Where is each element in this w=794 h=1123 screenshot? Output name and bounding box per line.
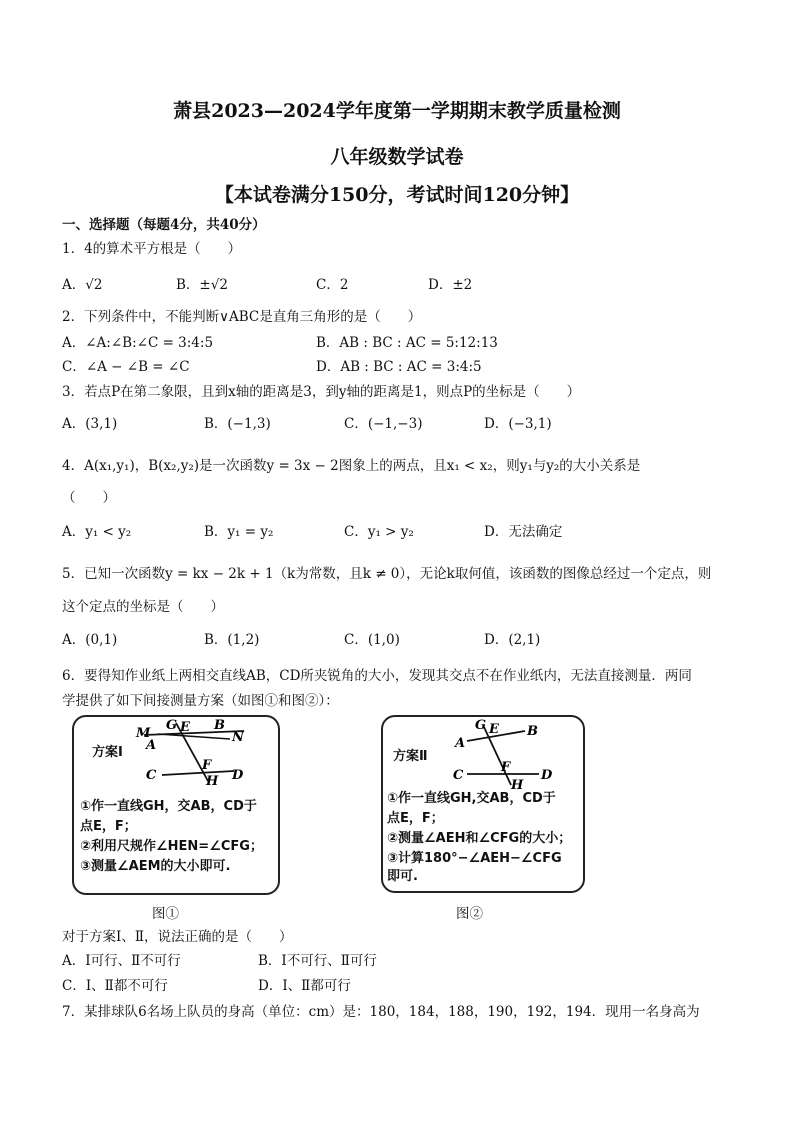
q3-option-c: C．(−1,−3) [344, 416, 423, 432]
q4-option-c: C．y₁ > y₂ [344, 524, 414, 540]
q6-option-d: D．Ⅰ、Ⅱ都可行 [258, 978, 351, 994]
q5-option-d: D．(2,1) [484, 632, 541, 648]
fig2-step-3: ③计算180°−∠AEH−∠CFG [387, 851, 562, 866]
q3-option-d: D．(−3,1) [484, 416, 552, 432]
q6-stem: 6．要得知作业纸上两相交直线AB，CD所夹锐角的大小，发现其交点不在作业纸内，无法直接测量．两同 [62, 668, 692, 684]
q1-option-c: C．2 [316, 277, 349, 293]
fig2-label-g: G [475, 718, 487, 733]
fig2-label-e: E [489, 722, 499, 737]
fig1-label-e: E [180, 720, 190, 735]
fig1-label-h: H [206, 774, 219, 789]
exam-subtitle: 八年级数学试卷 [330, 146, 464, 168]
q6-stem-cont: 学提供了如下间接测量方案（如图①和图②）： [62, 693, 339, 709]
fig1-label-a: A [146, 738, 157, 753]
fig1-label-m: M [136, 726, 151, 741]
fig2-label-c: C [453, 768, 464, 783]
fig2-label-f: F [501, 760, 511, 775]
q1-option-d: D．±2 [428, 277, 473, 293]
q6-option-c: C．Ⅰ、Ⅱ都不可行 [62, 978, 168, 994]
line-mn [158, 734, 230, 739]
q3-option-a: A．(3,1) [62, 416, 118, 432]
figure-2-caption: 图② [456, 906, 483, 922]
q3-option-b: B．(−1,3) [204, 416, 271, 432]
q5-stem-cont: 这个定点的坐标是（ ） [62, 599, 224, 615]
section-heading: 一、选择题（每题4分，共40分） [62, 217, 266, 233]
fig2-label-b: B [527, 724, 538, 739]
fig2-label-d: D [541, 768, 553, 783]
q5-option-a: A．(0,1) [62, 632, 118, 648]
exam-title: 萧县2023—2024学年度第一学期期末教学质量检测 [173, 100, 621, 122]
fig2-step-2: ②测量∠AEH和∠CFG的大小； [387, 831, 572, 846]
figure-1-box [72, 715, 280, 895]
q1-option-a: A．√2 [62, 277, 103, 293]
q3-stem: 3．若点P在第二象限，且到x轴的距离是3，到y轴的距离是1，则点P的坐标是（ ） [62, 384, 581, 400]
q5-stem: 5．已知一次函数y = kx − 2k + 1（k为常数，且k ≠ 0），无论k取何值，该函数的图像总经过一个定点，则 [62, 566, 712, 582]
fig1-plan-label: 方案Ⅰ [92, 745, 123, 760]
fig2-label-a: A [455, 736, 466, 751]
q4-option-a: A．y₁ < y₂ [62, 524, 132, 540]
q1-stem: 1．4的算术平方根是（ ） [62, 241, 242, 257]
fig1-label-c: C [146, 768, 157, 783]
line-cd [162, 771, 234, 775]
fig1-label-b: B [214, 718, 225, 733]
q6-question: 对于方案Ⅰ、Ⅱ，说法正确的是（ ） [62, 929, 293, 945]
q7-stem: 7．某排球队6名场上队员的身高（单位：cm）是：180，184，188，190，192，194．现用一名身高为 [62, 1004, 700, 1020]
figure-2-box [381, 715, 585, 893]
q6-option-b: B．Ⅰ不可行、Ⅱ可行 [258, 953, 377, 969]
figure-1-caption: 图① [152, 906, 179, 922]
q4-option-d: D．无法确定 [484, 524, 563, 540]
q4-stem-cont: （ ） [62, 490, 116, 506]
q2-stem: 2．下列条件中，不能判断∨ABC是直角三角形的是（ ） [62, 309, 422, 325]
fig1-label-d: D [232, 768, 244, 783]
q2-option-a: A．∠A:∠B:∠C = 3:4:5 [62, 335, 214, 351]
q5-option-b: B．(1,2) [204, 632, 260, 648]
q2-option-d: D．AB : BC : AC = 3:4:5 [316, 359, 482, 375]
q5-option-c: C．(1,0) [344, 632, 400, 648]
fig2-step-1: ①作一直线GH,交AB，CD于 [387, 791, 556, 806]
fig2-step-3b: 即可. [387, 869, 418, 884]
q4-stem: 4．A(x₁,y₁)，B(x₂,y₂)是一次函数y = 3x − 2图象上的两点，且x₁ < x₂，则y₁与y₂的大小关系是 [62, 458, 641, 474]
fig2-plan-label: 方案Ⅱ [393, 749, 428, 764]
fig1-label-g: G [166, 718, 178, 733]
fig1-step-1b: 点E，F； [80, 819, 137, 834]
q2-option-b: B．AB : BC : AC = 5:12:13 [316, 335, 498, 351]
fig1-step-2: ②利用尺规作∠HEN=∠CFG； [80, 839, 263, 854]
q6-option-a: A．Ⅰ可行、Ⅱ不可行 [62, 953, 181, 969]
q2-option-c: C．∠A − ∠B = ∠C [62, 359, 190, 375]
fig1-step-1: ①作一直线GH，交AB，CD于 [80, 799, 257, 814]
q1-option-b: B．±√2 [176, 277, 228, 293]
fig1-step-3: ③测量∠AEM的大小即可. [80, 859, 231, 874]
fig2-label-h: H [511, 778, 524, 793]
fig1-label-n: N [232, 730, 244, 745]
exam-info: 【本试卷满分150分，考试时间120分钟】 [214, 184, 580, 206]
fig1-label-f: F [202, 758, 212, 773]
fig2-step-1b: 点E，F； [387, 811, 444, 826]
q4-option-b: B．y₁ = y₂ [204, 524, 274, 540]
